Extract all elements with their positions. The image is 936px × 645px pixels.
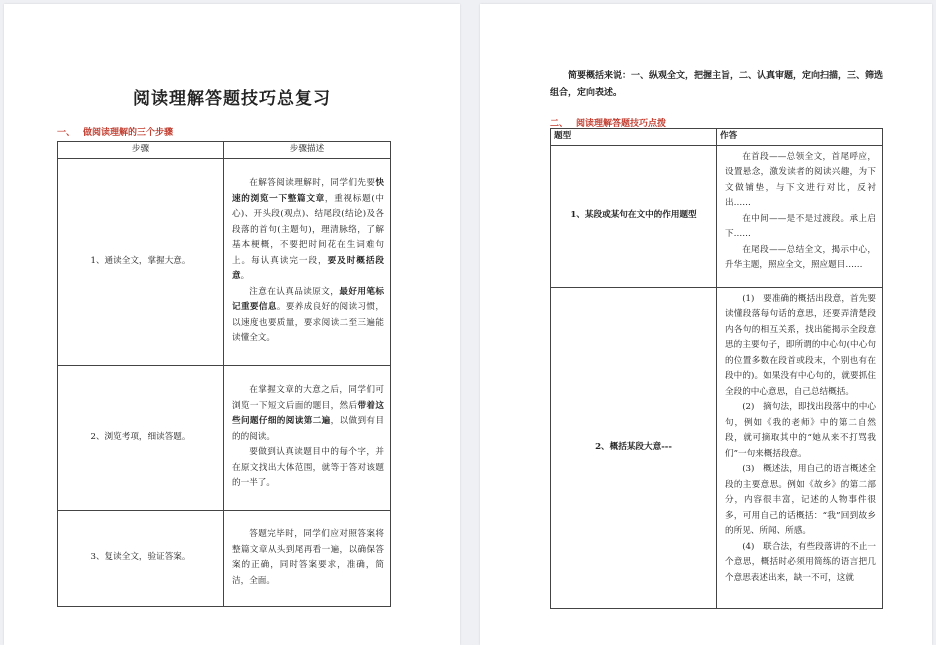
step-label: 3、复读全文，验证答案。: [58, 510, 224, 606]
text-run: 注意在认真品读原文，: [249, 286, 340, 297]
section-title: 做阅读理解的三个步骤: [83, 128, 174, 138]
section-number: 一、: [57, 128, 76, 138]
step-label: 1、通读全文，掌握大意。: [58, 158, 224, 365]
table-header-row: [58, 142, 391, 159]
section-title: 阅读理解答题技巧点拨: [576, 119, 667, 129]
description-paragraph: 要做到认真读题目中的每个字，并在原文找出大体范围，就等于答对该题的一半了。: [232, 447, 384, 489]
answer-paragraph: (4) 联合法，有些段落讲的不止一个意思，概括时必须用简练的语言把几个意思表述出来，缺一不可，这就: [725, 541, 876, 583]
step-description: [224, 510, 391, 606]
emphasis-text: 最好用笔标记重要信息: [232, 286, 384, 313]
answer-paragraph: (3) 概述法，用自己的语言概述全段的主要意思。例如《故乡》的第二部分，内容很丰富，记述的人物事件很多，可用自己的话概括：“我”回到故乡的所见、所闻、所感。: [725, 464, 876, 536]
text-run: 。: [240, 271, 250, 282]
emphasis-text: 要及时概括段意: [232, 255, 384, 282]
section-heading-1: [57, 125, 173, 138]
document-title: 阅读理解答题技巧总复习: [133, 89, 331, 109]
answer-cell: [717, 145, 883, 287]
answer-paragraph: 在中间——是不是过渡段。承上启下……: [725, 213, 876, 239]
summary-paragraph: 简要概括来说：一、纵观全文，把握主旨，二、认真审题，定向扫描，三、筛选组合，定向表述。: [550, 71, 884, 98]
answer-paragraph: (2) 摘句法，即找出段落中的中心句，例如《我的老师》中的第二自然段，就可摘取其中的“她从来不打骂我们”一句来概括段意。: [725, 402, 876, 459]
techniques-table: [550, 128, 883, 609]
column-header-step: 步骤: [58, 142, 224, 159]
question-type: 1、某段或某句在文中的作用题型: [551, 145, 717, 287]
text-run: ，以做到有目的的阅读。: [232, 416, 384, 442]
emphasis-text: 带着这些问题仔细的阅读第二遍: [232, 400, 384, 427]
question-type: 2、概括某段大意---: [551, 287, 717, 608]
text-run: 。要养成良好的阅读习惯，以速度也要质量，要求阅读二至三遍能读懂全文。: [232, 302, 384, 344]
answer-paragraph: (1) 要准确的概括出段意，首先要读懂段落每句话的意思，还要弄清楚段内各句的相互关系，找出能揭示全段意思的主要句子，即所谓的中心句(中心句的位置多数在段首或段末，个别也有在段中的)。如果没有中心句的，就要抓住全段的中心意思，自己总结概括。: [725, 293, 876, 397]
table-row: [551, 287, 883, 608]
text-run: 在掌握文章的大意之后，同学们可浏览一下短文后面的题目，然后: [232, 385, 384, 411]
table-row: [551, 145, 883, 287]
section-number: 二、: [550, 119, 569, 129]
answer-cell: [717, 287, 883, 608]
document-page-right: [480, 4, 932, 645]
table-row: [58, 510, 391, 606]
steps-table: [57, 141, 391, 607]
step-description: [224, 158, 391, 365]
table-row: [58, 158, 391, 365]
step-description: [224, 365, 391, 510]
column-header-type: 题型: [551, 129, 717, 146]
column-header-answer: 作答: [717, 129, 883, 146]
answer-paragraph: 在尾段——总结全文，揭示中心，升华主题，照应全文，照应题目……: [725, 244, 876, 270]
answer-paragraph: 在首段——总领全文，首尾呼应，设置悬念，激发读者的阅读兴趣，为下文做铺垫，与下文进行对比，反衬出……: [725, 151, 876, 208]
description-paragraph: 答题完毕时，同学们应对照答案将整篇文章从头到尾再看一遍，以确保答案的正确，同时答案要求，准确，简洁，全面。: [232, 529, 384, 586]
step-label: 2、浏览考项，细读答题。: [58, 365, 224, 510]
emphasis-text: 快速的浏览一下整篇文章: [232, 178, 384, 204]
document-page-left: [4, 4, 460, 645]
description-paragraph: [232, 383, 384, 445]
description-paragraph: [232, 285, 384, 347]
table-row: [58, 365, 391, 510]
column-header-description: 步骤描述: [224, 142, 391, 159]
table-header-row: [551, 129, 883, 146]
text-run: 在解答阅读理解时，同学们先要: [249, 178, 376, 189]
description-paragraph: [232, 176, 384, 285]
text-run: ，重视标题(中心)、开头段(观点)、结尾段(结论)及各段落的首句(主题句)，理清脉络，了解基本梗概，不要把时间花在生词难句上。每认真读完一段，: [232, 193, 384, 266]
